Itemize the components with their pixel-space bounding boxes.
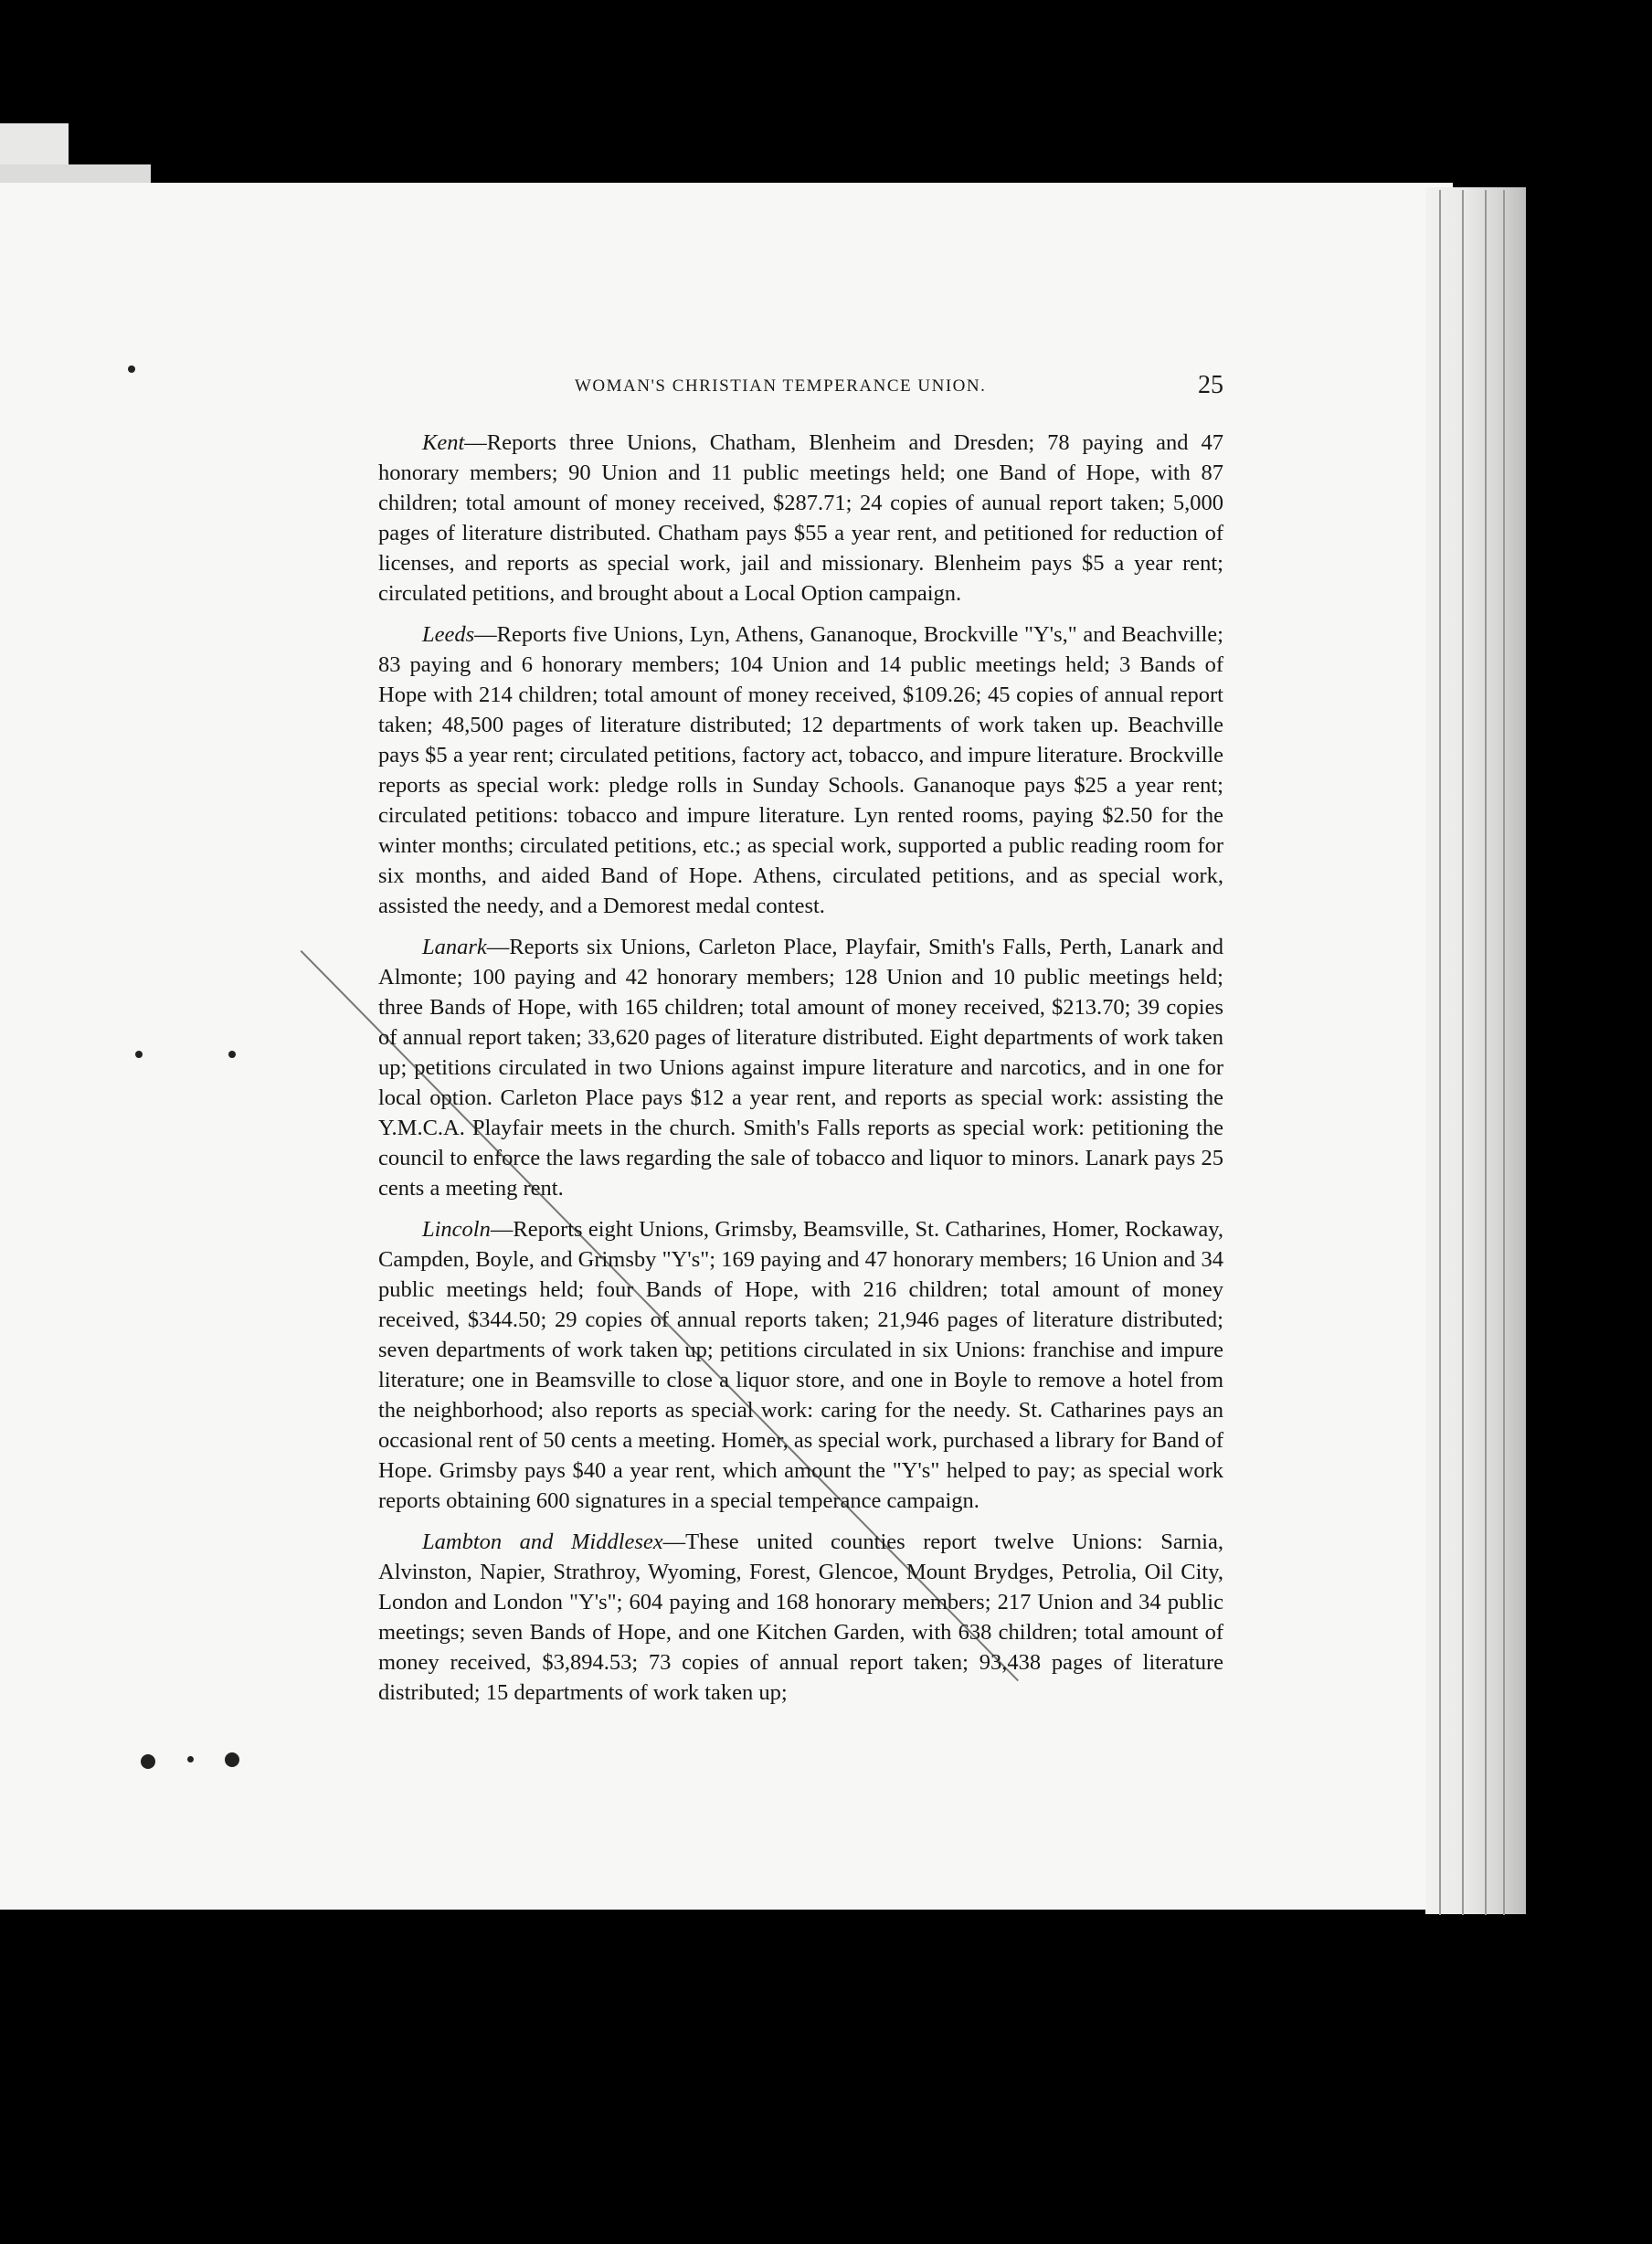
county-report-paragraph [378, 1214, 1223, 1516]
page-edge-line [1462, 190, 1464, 1915]
binding-mark [228, 1051, 236, 1058]
county-report-paragraph [378, 932, 1223, 1203]
county-report-paragraph [378, 1527, 1223, 1708]
page-edge-strip [0, 164, 151, 185]
binding-mark [225, 1752, 239, 1767]
page-header [378, 371, 1223, 409]
page-body [378, 428, 1223, 1719]
paragraph-text: —These united counties report twelve Unions: Sarnia, Alvinston, Napier, Strathroy, Wyoming, Forest, Glencoe, Mount Brydges, Petrolia, Oil City, London and London "Y's"; 604 paying and 168 honorary members; 217 Union and 34 public meetings; seven Bands of Hope, and one Kitchen Garden, with 638 children; total amount of money received, $3,894.53; 73 copies of annual report taken; 93,438 pages of literature distributed; 15 departments of work taken up; [378, 1530, 1223, 1705]
county-name: Lanark [422, 935, 487, 959]
paragraph-text: —Reports eight Unions, Grimsby, Beamsville, St. Catharines, Homer, Rockaway, Campden, Boyle, and Grimsby "Y's"; 169 paying and 47 honorary members; 16 Union and 34 public meetings held; four Bands of Hope, with 216 children; total amount of money received, $344.50; 29 copies of annual reports taken; 21,946 pages of literature distributed; seven departments of work taken up; petitions circulated in six Unions: franchise and impure literature; one in Beamsville to close a liquor store, and one in Boyle to remove a hotel from the neighborhood; also reports as special work: caring for the needy. St. Catharines pays an occasional rent of 50 cents a meeting. Homer, as special work, purchased a library for Band of Hope. Grimsby pays $40 a year rent, which amount the "Y's" helped to pay; as special work reports obtaining 600 signatures in a special temperance campaign. [378, 1217, 1223, 1513]
page-edge-line [1485, 190, 1487, 1915]
running-head: WOMAN'S CHRISTIAN TEMPERANCE UNION. [575, 376, 987, 396]
county-name: Leeds [422, 622, 475, 647]
paragraph-text: —Reports five Unions, Lyn, Athens, Gananoque, Brockville "Y's," and Beachville; 83 paying and 6 honorary members; 104 Union and 14 public meetings held; 3 Bands of Hope with 214 children; total amount of money received, $109.26; 45 copies of annual report taken; 48,500 pages of literature distributed; 12 departments of work taken up. Beachville pays $5 a year rent; circulated petitions, factory act, tobacco, and impure literature. Brockville reports as special work: pledge rolls in Sunday Schools. Gananoque pays $25 a year rent; circulated petitions: tobacco and impure literature. Lyn rented rooms, paying $2.50 for the winter months; circulated petitions, etc.; as special work, supported a public reading room for six months, and aided Band of Hope. Athens, circulated petitions, and as special work, assisted the needy, and a Demorest medal contest. [378, 622, 1223, 918]
paragraph-text: —Reports three Unions, Chatham, Blenheim and Dresden; 78 paying and 47 honorary members; 90 Union and 11 public meetings held; one Band of Hope, with 87 children; total amount of money received, $287.71; 24 copies of aunual report taken; 5,000 pages of literature distributed. Chatham pays $55 a year rent, and petitioned for reduction of licenses, and reports as special work, jail and missionary. Blenheim pays $5 a year rent; circulated petitions, and brought about a Local Option campaign. [378, 430, 1223, 606]
county-report-paragraph [378, 428, 1223, 609]
page-edge-line [1503, 190, 1505, 1915]
county-report-paragraph [378, 619, 1223, 921]
county-name: Lincoln [422, 1217, 491, 1242]
binding-mark [135, 1051, 143, 1058]
page-edge-line [1439, 190, 1441, 1915]
binding-mark [128, 365, 135, 373]
county-name: Lambton and Middlesex [422, 1530, 663, 1554]
county-name: Kent [422, 430, 465, 455]
paragraph-text: —Reports six Unions, Carleton Place, Playfair, Smith's Falls, Perth, Lanark and Almonte; 100 paying and 42 honorary members; 128 Union and 10 public meetings held; three Bands of Hope, with 165 children; total amount of money received, $213.70; 39 copies of annual report taken; 33,620 pages of literature distributed. Eight departments of work taken up; petitions circulated in two Unions against impure literature and narcotics, and in one for local option. Carleton Place pays $12 a year rent, and reports as special work: assisting the Y.M.C.A. Playfair meets in the church. Smith's Falls reports as special work: petitioning the council to enforce the laws regarding the sale of tobacco and liquor to minors. Lanark pays 25 cents a meeting rent. [378, 935, 1223, 1201]
binding-mark [187, 1756, 194, 1762]
binding-mark [141, 1754, 155, 1769]
page-number: 25 [1198, 371, 1223, 399]
